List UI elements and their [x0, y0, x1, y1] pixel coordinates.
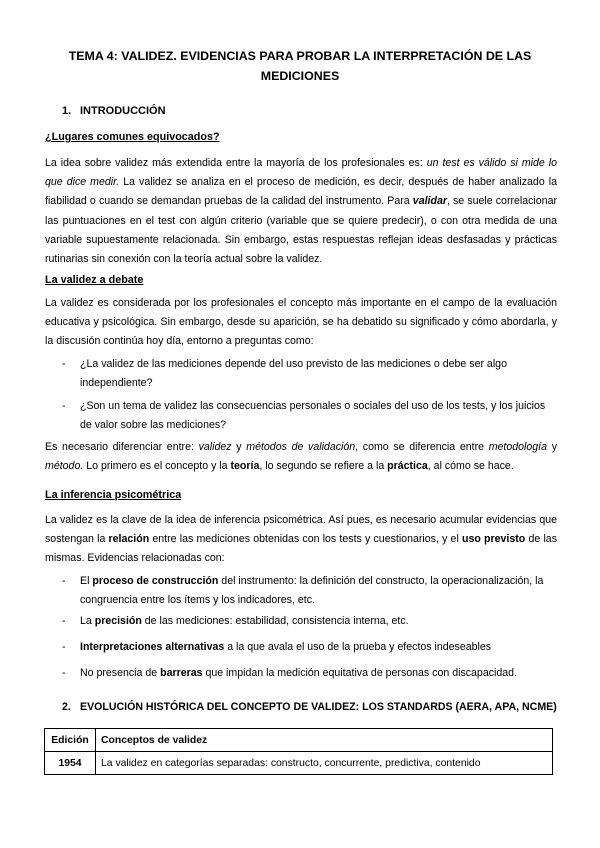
subheading-inferencia: La inferencia psicométrica: [45, 489, 182, 501]
list-item: [62, 664, 557, 683]
text-run-bold: validar: [412, 195, 447, 208]
table-header-row: [45, 729, 553, 752]
bullet-dash: -: [62, 615, 66, 627]
section-1-number: 1.: [62, 105, 72, 117]
list-item-text: ¿La validez de las mediciones depende del uso previsto de las mediciones o debe ser algo independiente?: [80, 358, 507, 390]
text-run: La: [80, 615, 95, 627]
subheading-lugares-comunes: ¿Lugares comunes equivocados?: [45, 131, 220, 143]
text-run: , se suele correlacionar las puntuaciones en el test con algún criterio (variable que se quiere predecir), o con otra medida de una variable supuestamente relacionada. Sin embargo, estas respuestas reflejan ideas desfasadas y prácticas rutinarias sin conexión con la teoría actual sobre la validez.: [45, 195, 557, 266]
table-cell: 1954: [45, 752, 96, 775]
list-item: [62, 355, 557, 393]
list-item-text: [80, 638, 557, 657]
text-run: No presencia de: [80, 667, 161, 679]
title-line-1: TEMA 4: VALIDEZ. EVIDENCIAS PARA PROBAR LA INTERPRETACIÓN DE LAS: [68, 49, 532, 63]
list-item-text: [80, 664, 557, 683]
text-run: La idea sobre validez más extendida entre la mayoría de los profesionales es:: [45, 157, 427, 169]
editions-table: [44, 728, 553, 775]
text-run: La validez se analiza en el proceso de medición, es decir, después de haber analizado la fiabilidad o cuando se demandan pruebas de la calidad del instrumento. Para: [45, 176, 557, 208]
paragraph-lugares-comunes: [45, 154, 557, 269]
text-run: La validez es la clave de la idea de inferencia psicométrica. Así pues, es necesario acumular evidencias que sostengan la: [45, 514, 557, 546]
text-run: que impidan la medición equitativa de personas con discapacidad.: [202, 667, 517, 679]
bullet-dash: -: [62, 667, 66, 679]
text-run-italic: validez: [198, 441, 232, 453]
bullet-dash: -: [62, 575, 66, 587]
bullet-dash: -: [62, 358, 66, 370]
list-item: [62, 397, 557, 435]
paragraph-diferenciar: [45, 438, 557, 476]
text-run-bold: barreras: [160, 667, 203, 679]
text-run-bold: práctica: [387, 460, 428, 473]
section-2-heading: [62, 701, 557, 713]
list-item-text: [80, 572, 557, 610]
table-header-cell: Edición: [45, 729, 96, 752]
table-row: [45, 752, 553, 775]
text-run: y: [231, 441, 247, 453]
text-run-bold: Interpretaciones alternativas: [80, 641, 225, 653]
text-run-bold: uso previsto: [462, 533, 526, 546]
text-run: a la que avala el uso de la prueba y efectos indeseables: [224, 641, 492, 653]
text-run: de las mediciones: estabilidad, consistencia interna, etc.: [141, 615, 409, 627]
bullet-dash: -: [62, 400, 66, 412]
subheading-validez-debate: La validez a debate: [45, 274, 144, 286]
text-run-italic: método.: [45, 460, 84, 473]
text-run: y: [547, 441, 557, 453]
section-2-title: EVOLUCIÓN HISTÓRICA DEL CONCEPTO DE VALIDEZ: LOS STANDARDS (AERA, APA, NCME): [80, 701, 557, 713]
text-run-italic: un test es válido si mide lo que dice medir.: [45, 157, 557, 189]
text-run: , lo segundo se refiere a la: [259, 460, 388, 473]
list-item-text: ¿Son un tema de validez las consecuencias personales o sociales del uso de los tests, y los juicios de valor sobre las mediciones?: [80, 400, 546, 432]
title-line-2: MEDICIONES: [260, 69, 340, 83]
document-title: [40, 46, 560, 86]
table-header-cell: Conceptos de validez: [96, 729, 553, 752]
text-run: , como se diferencia entre: [355, 441, 489, 453]
paragraph-inferencia: [45, 511, 557, 569]
text-run-italic: métodos de validación: [246, 441, 356, 453]
text-run-bold: precisión: [94, 615, 142, 627]
bullet-dash: -: [62, 641, 66, 653]
section-2-number: 2.: [62, 701, 71, 713]
paragraph-validez-debate: La validez es considerada por los profesionales el concepto más importante en el campo de la evaluación educativa y psicológica. Sin embargo, desde su aparición, se ha debatido su significado y cómo abordarla, y la discusión continúa hoy día, entorno a preguntas como:: [45, 297, 557, 348]
text-run: de las mismas. Evidencias relacionadas con:: [45, 533, 557, 565]
list-item: [62, 612, 557, 631]
text-run-italic: metodología: [488, 441, 548, 453]
text-run: Es necesario diferenciar entre:: [45, 441, 199, 453]
table-cell: La validez en categorías separadas: constructo, concurrente, predictiva, contenido: [96, 752, 553, 775]
section-1-title: INTRODUCCIÓN: [80, 105, 166, 117]
list-item-text: [80, 612, 557, 631]
text-run-bold: teoría: [230, 460, 260, 473]
text-run: Lo primero es el concepto y la: [83, 460, 231, 473]
text-run-bold: relación: [108, 533, 150, 546]
section-1-heading: [62, 105, 166, 117]
list-item: [62, 638, 557, 657]
text-run: , al cómo se hace.: [427, 460, 514, 473]
text-run: El: [80, 575, 93, 587]
list-item: [62, 572, 557, 610]
text-run-bold: proceso de construcción: [92, 575, 219, 587]
text-run: entre las mediciones obtenidas con los tests y cuestionarios, y el: [149, 533, 463, 546]
text-run: del instrumento: la definición del constructo, la operacionalización, la congruencia entre los ítems y los indicadores, etc.: [80, 575, 544, 607]
